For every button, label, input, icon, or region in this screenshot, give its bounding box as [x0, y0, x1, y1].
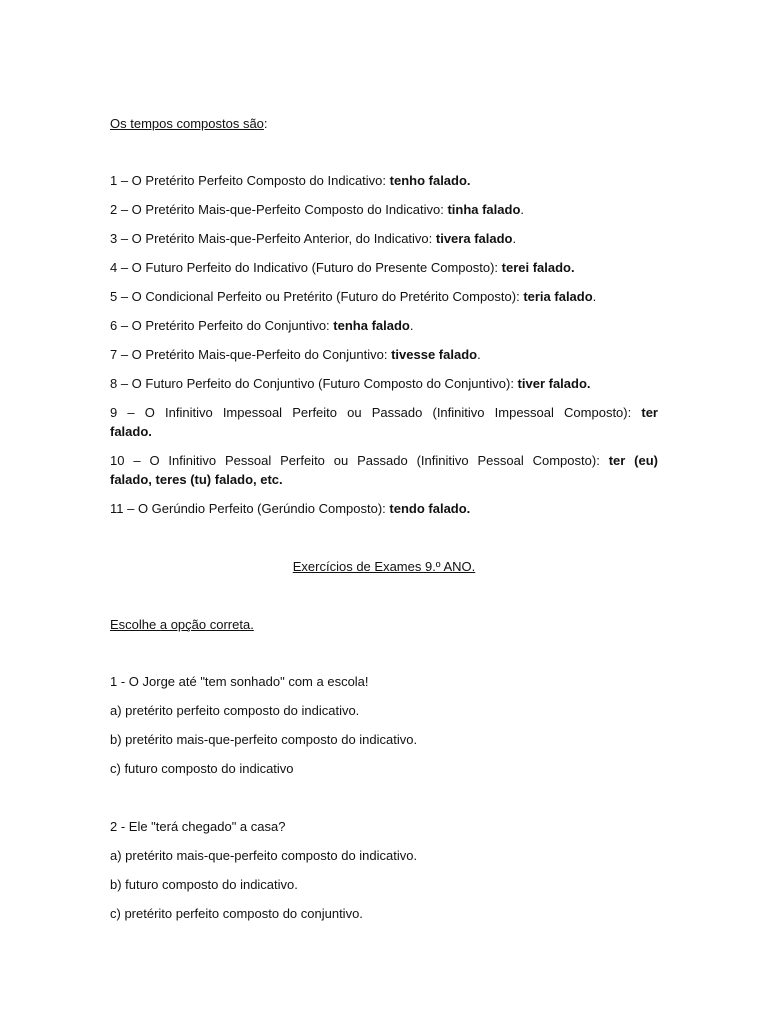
heading-text: Os tempos compostos são: [110, 116, 264, 131]
tense-description: 3 – O Pretérito Mais-que-Perfeito Anterior, do Indicativo:: [110, 231, 436, 246]
tense-example: tivera falado: [435, 231, 513, 246]
tense-item: [110, 316, 658, 335]
tense-item: [110, 499, 658, 518]
tense-tail: .: [477, 347, 481, 362]
tense-item: [110, 287, 658, 306]
tense-tail: .: [592, 289, 597, 304]
tense-item: [110, 345, 658, 364]
tense-item: [110, 258, 658, 277]
tense-tail: .: [520, 202, 525, 217]
answer-option: b) futuro composto do indicativo.: [110, 877, 298, 892]
instruction: [110, 615, 658, 634]
tense-item: [110, 200, 658, 219]
tense-example: tendo falado.: [389, 501, 471, 516]
tense-example: tenha falado: [333, 318, 410, 333]
tense-description: 2 – O Pretérito Mais-que-Perfeito Composto do Indicativo:: [110, 202, 448, 217]
tense-description: 11 – O Gerúndio Perfeito (Gerúndio Composto):: [110, 501, 390, 516]
section-heading: [110, 114, 658, 133]
tense-description: 1 – O Pretérito Perfeito Composto do Indicativo:: [110, 173, 390, 188]
answer-option: a) pretérito mais-que-perfeito composto do indicativo.: [110, 848, 418, 863]
tense-tail: .: [512, 231, 517, 246]
tense-example: tenho falado.: [389, 173, 471, 188]
question-prompt: 1 - O Jorge até "tem sonhado" com a escola!: [110, 674, 369, 689]
answer-option: c) futuro composto do indicativo: [110, 761, 294, 776]
tense-description: 8 – O Futuro Perfeito do Conjuntivo (Futuro Composto do Conjuntivo):: [110, 376, 518, 391]
tense-description: 6 – O Pretérito Perfeito do Conjuntivo:: [110, 318, 334, 333]
tense-example: falado.: [110, 424, 152, 439]
answer-option: b) pretérito mais-que-perfeito composto do indicativo.: [110, 732, 418, 747]
tense-item-9-line1: [110, 403, 658, 422]
tense-example: tiver falado.: [517, 376, 591, 391]
answer-option: c) pretérito perfeito composto do conjuntivo.: [110, 906, 363, 921]
tense-description: 7 – O Pretérito Mais-que-Perfeito do Conjuntivo:: [110, 347, 392, 362]
tense-description: 9 – O Infinitivo Impessoal Perfeito ou Passado (Infinitivo Impessoal Composto):: [110, 405, 642, 420]
exercises-title: [0, 557, 768, 576]
tense-example: tivesse falado: [391, 347, 478, 362]
tense-example: tinha falado: [447, 202, 521, 217]
exercises-title-text: Exercícios de Exames 9.º ANO.: [292, 559, 476, 574]
tense-item: [110, 229, 658, 248]
tense-example: terei falado.: [501, 260, 575, 275]
answer-option: a) pretérito perfeito composto do indicativo.: [110, 703, 360, 718]
tense-example: ter: [641, 405, 658, 420]
tense-item: [110, 171, 658, 190]
instruction-text: Escolhe a opção correta.: [110, 617, 254, 632]
tense-item-9-line2: [110, 422, 658, 441]
tense-example: falado, teres (tu) falado, etc.: [110, 472, 283, 487]
tense-item: [110, 374, 658, 393]
tense-description: 4 – O Futuro Perfeito do Indicativo (Futuro do Presente Composto):: [110, 260, 502, 275]
tense-item-10-line2: [110, 470, 658, 489]
tense-description: 10 – O Infinitivo Pessoal Perfeito ou Passado (Infinitivo Pessoal Composto):: [110, 453, 609, 468]
question-prompt: 2 - Ele "terá chegado" a casa?: [110, 819, 286, 834]
heading-colon: :: [263, 116, 268, 131]
tense-item-10-line1: [110, 451, 658, 470]
tense-example: teria falado: [523, 289, 593, 304]
tense-tail: .: [409, 318, 414, 333]
tense-description: 5 – O Condicional Perfeito ou Pretérito (Futuro do Pretérito Composto):: [110, 289, 524, 304]
tense-example: ter (eu): [608, 453, 659, 468]
